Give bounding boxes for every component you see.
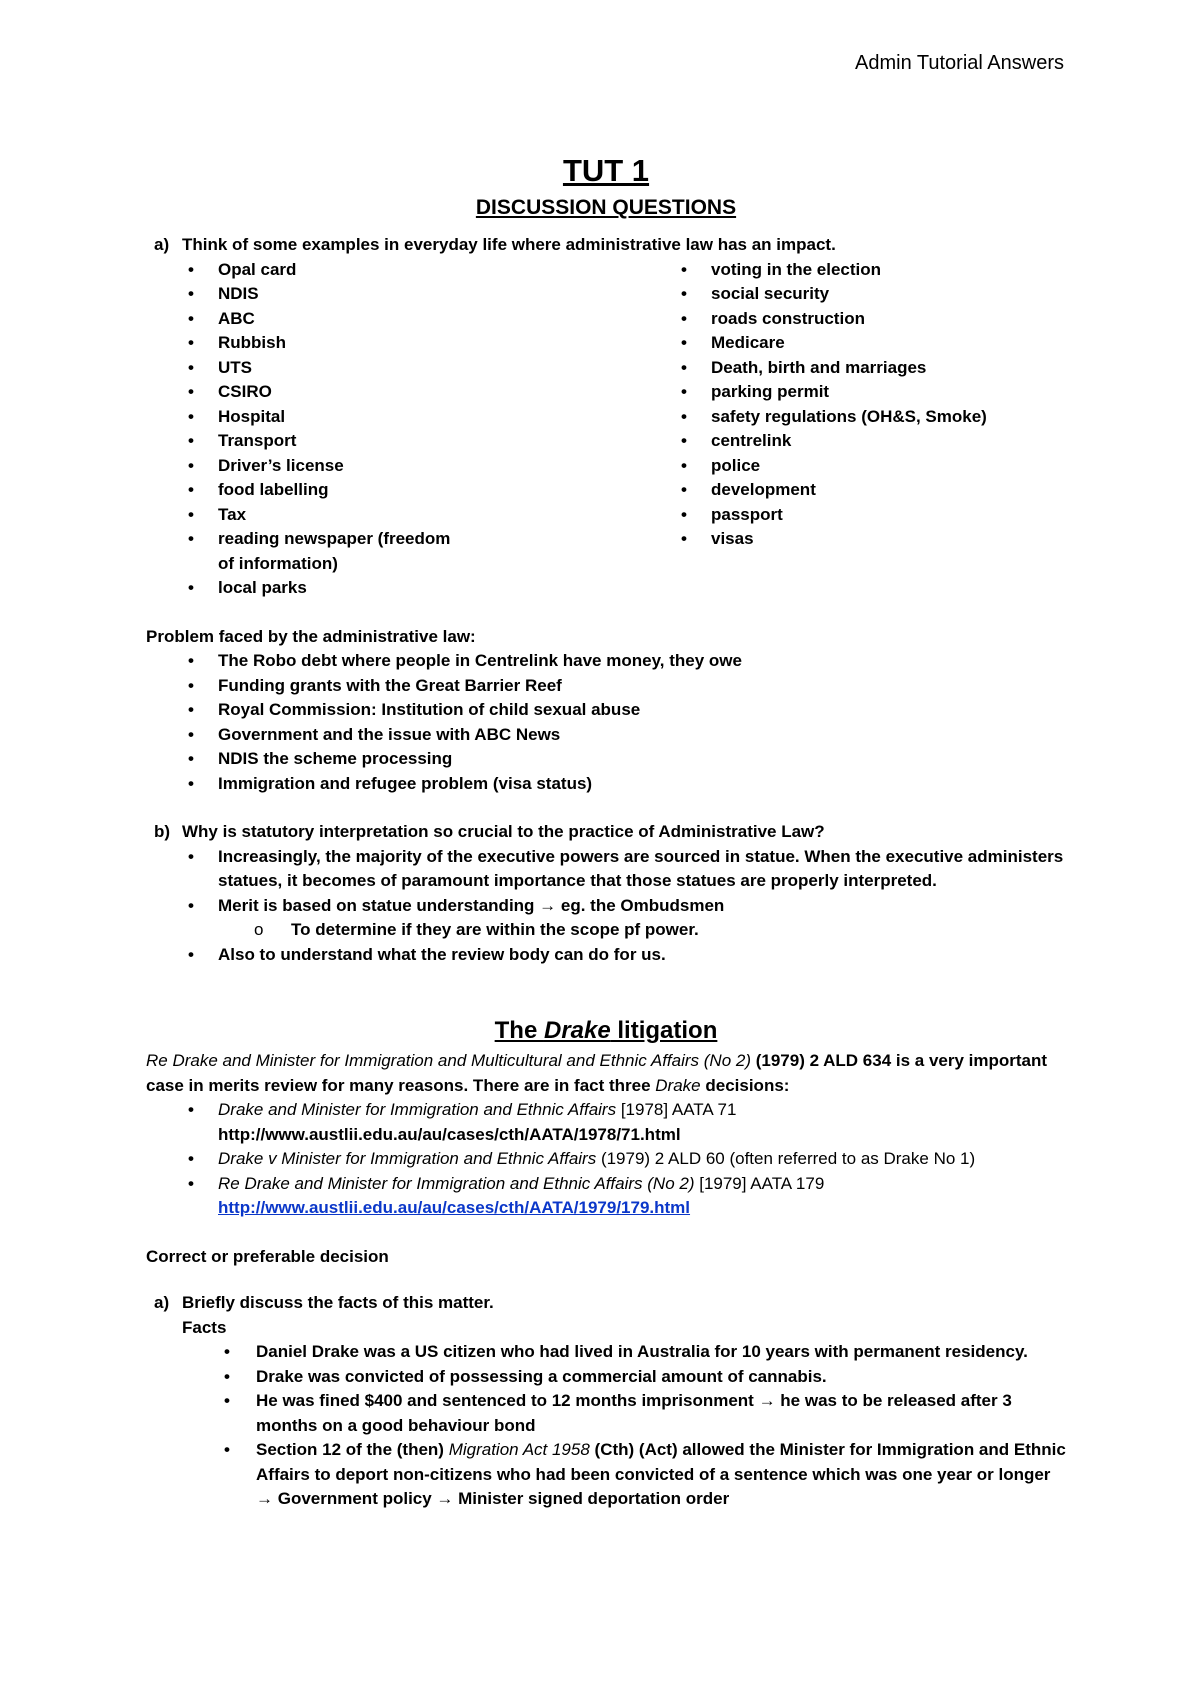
list-item: • safety regulations (OH&S, Smoke)	[639, 405, 1066, 430]
facts-list	[146, 1340, 1066, 1512]
list-item: • Merit is based on statue understanding → eg. the Ombudsmen	[146, 894, 1066, 919]
list-item: • Daniel Drake was a US citizen who had lived in Australia for 10 years with permanent residency.	[146, 1340, 1066, 1365]
question-b-answers	[146, 845, 1066, 919]
case-name: Drake	[655, 1075, 701, 1095]
list-item: • Driver’s license	[146, 454, 639, 479]
case-link[interactable]: http://www.austlii.edu.au/au/cases/cth/AATA/1979/179.html	[218, 1198, 691, 1217]
tutorial-title: TUT 1	[562, 153, 650, 188]
facts-label: Facts	[182, 1317, 227, 1337]
list-item: • visas	[639, 527, 1066, 552]
list-item: • parking permit	[639, 380, 1066, 405]
question-text: Briefly discuss the facts of this matter.	[182, 1293, 494, 1312]
intro-text: decisions:	[700, 1075, 790, 1095]
list-item: • He was fined $400 and sentenced to 12 months imprisonment → he was to be released after 3 months on a good behaviour bond	[146, 1389, 1066, 1438]
intro-text: (1979) 2 ALD 634 is a very important case in merits review for many reasons. There are in fact three	[146, 1051, 1048, 1095]
question-b-subanswers	[146, 918, 1066, 943]
act-name: Migration Act 1958	[448, 1440, 590, 1459]
list-item: • NDIS	[146, 282, 639, 307]
list-item: • centrelink	[639, 429, 1066, 454]
list-item: • Transport	[146, 429, 639, 454]
list-item	[146, 1147, 1066, 1172]
problems-list	[146, 649, 1066, 796]
list-item: • food labelling	[146, 478, 639, 503]
list-item: • Increasingly, the majority of the executive powers are sourced in statue. When the executive administers statues, it becomes of paramount importance that those statues are properly interpreted.	[146, 845, 1066, 894]
list-item: • The Robo debt where people in Centrelink have money, they owe	[146, 649, 1066, 674]
list-item	[146, 1098, 1066, 1147]
examples-columns	[146, 258, 1066, 601]
heading-italic: Drake	[543, 1017, 611, 1044]
list-item: • Royal Commission: Institution of child sexual abuse	[146, 698, 1066, 723]
list-item: • police	[639, 454, 1066, 479]
list-item: • UTS	[146, 356, 639, 381]
heading-prefix: The	[494, 1017, 544, 1044]
question-b	[146, 820, 1066, 845]
case-name: Drake v Minister for Immigration and Ethnic Affairs	[218, 1149, 597, 1168]
sub-list-item: o To determine if they are within the scope pf power.	[146, 918, 1066, 943]
drake-decisions-list	[146, 1098, 1066, 1221]
drake-intro	[146, 1049, 1066, 1098]
question-label: a)	[154, 235, 170, 254]
list-item: • ABC	[146, 307, 639, 332]
running-header: Admin Tutorial Answers	[855, 52, 1064, 74]
list-item: • Immigration and refugee problem (visa status)	[146, 772, 1066, 797]
discussion-questions-heading: DISCUSSION QUESTIONS	[475, 196, 737, 219]
question-text: Why is statutory interpretation so crucial to the practice of Administrative Law?	[182, 822, 825, 841]
list-item: • Drake was convicted of possessing a commercial amount of cannabis.	[146, 1365, 1066, 1390]
examples-left-column	[146, 258, 639, 601]
list-item: • Death, birth and marriages	[639, 356, 1066, 381]
question-a-facts	[146, 1291, 1066, 1316]
case-name: Re Drake and Minister for Immigration and Ethnic Affairs (No 2)	[218, 1173, 695, 1193]
question-text: Think of some examples in everyday life where administrative law has an impact.	[182, 235, 836, 254]
list-item: • reading newspaper (freedom of information)	[146, 527, 639, 576]
list-item: • Medicare	[639, 331, 1066, 356]
fact-text: Section 12 of the (then)	[256, 1440, 449, 1459]
case-name: Drake and Minister for Immigration and Ethnic Affairs	[218, 1100, 617, 1119]
list-item: • roads construction	[639, 307, 1066, 332]
list-item: • passport	[639, 503, 1066, 528]
citation: [1979] AATA 179	[694, 1173, 825, 1193]
question-label: b)	[154, 822, 171, 841]
list-item: • Tax	[146, 503, 639, 528]
citation: [1978] AATA 71	[616, 1100, 737, 1119]
question-b-answers-cont	[146, 943, 1066, 968]
list-item: • Hospital	[146, 405, 639, 430]
examples-right-column	[639, 258, 1066, 601]
list-item	[146, 1438, 1066, 1512]
problems-heading: Problem faced by the administrative law:	[146, 626, 476, 646]
fact-text: (Cth) (Act) allowed the Minister for Immigration and Ethnic Affairs to deport non-citizens who had been convicted of a sentence which was one year or longer → Government policy → Minister signed deportation order	[256, 1440, 1066, 1508]
list-item: • Opal card	[146, 258, 639, 283]
list-item: • Also to understand what the review body can do for us.	[146, 943, 1066, 968]
citation: (1979) 2 ALD 60 (often referred to as Drake No 1)	[596, 1149, 976, 1168]
list-item: • development	[639, 478, 1066, 503]
list-item: • Government and the issue with ABC News	[146, 723, 1066, 748]
list-item: • social security	[639, 282, 1066, 307]
heading-suffix: litigation	[610, 1017, 718, 1044]
list-item: • CSIRO	[146, 380, 639, 405]
case-url: http://www.austlii.edu.au/au/cases/cth/AATA/1978/71.html	[218, 1124, 681, 1144]
list-item: • Funding grants with the Great Barrier Reef	[146, 674, 1066, 699]
drake-litigation-heading	[146, 1015, 1066, 1047]
list-item: • NDIS the scheme processing	[146, 747, 1066, 772]
list-item: • voting in the election	[639, 258, 1066, 283]
question-label: a)	[154, 1293, 170, 1312]
document-body	[146, 152, 1066, 1512]
question-a	[146, 233, 1066, 258]
list-item	[146, 1172, 1066, 1221]
list-item: • local parks	[146, 576, 639, 601]
case-name: Re Drake and Minister for Immigration and Multicultural and Ethnic Affairs (No 2)	[146, 1051, 751, 1070]
correct-decision-heading: Correct or preferable decision	[146, 1246, 389, 1266]
list-item: • Rubbish	[146, 331, 639, 356]
